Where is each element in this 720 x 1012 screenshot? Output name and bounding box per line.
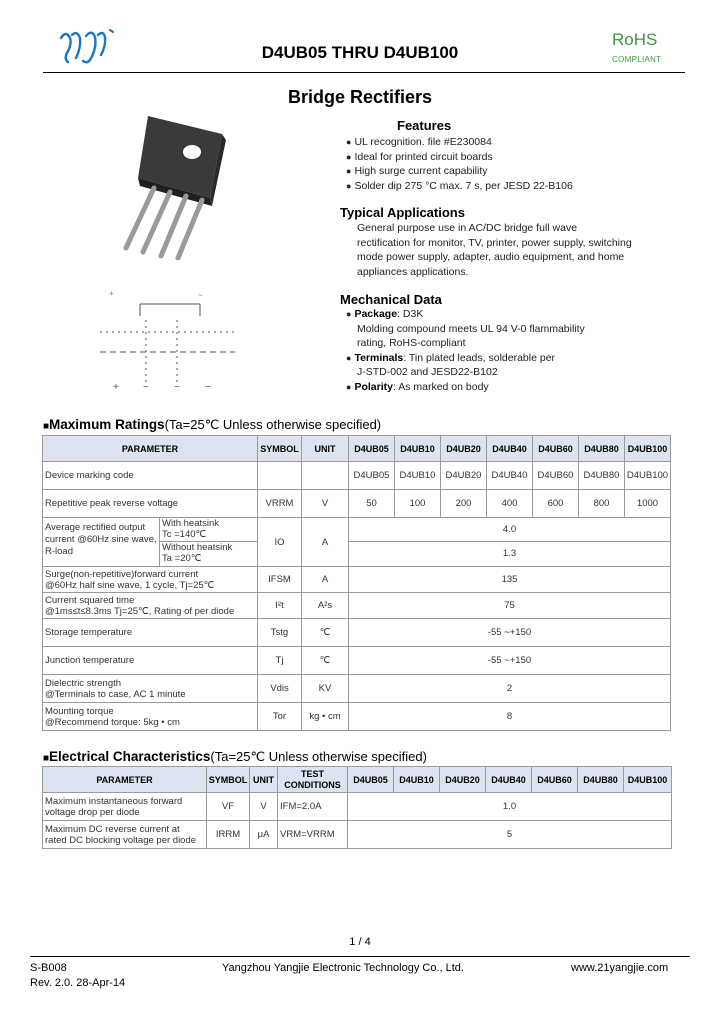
table-header-row: PARAMETER SYMBOL UNIT D4UB05 D4UB10 D4UB20 D4UB40 D4UB60 D4UB80 D4UB100: [43, 436, 671, 462]
mechanical-list: ● Package: D3K Molding compound meets UL 94 V-0 flammability rating, RoHS-compliant ● Terminals: Tin plated leads, solderable per J-STD-002 and JESD22-B102 ● Polarity: As marked on body: [346, 308, 585, 393]
pin-label-positive: +: [113, 382, 119, 393]
table-row: Dielectric strength @Terminals to case, AC 1 minute Vdis KV 2: [43, 675, 671, 703]
features-heading: Features: [397, 118, 452, 133]
applications-heading: Typical Applications: [340, 205, 465, 220]
feature-item: ● High surge current capability: [346, 165, 488, 177]
feature-item: ● Ideal for printed circuit boards: [346, 150, 493, 163]
feature-item: ● UL recognition. file #E230084: [346, 136, 492, 148]
features-list: [346, 135, 573, 193]
table-row: Maximum DC reverse current at rated DC blocking voltage per diode IRRM μA VRM=VRRM 5: [43, 821, 672, 849]
pin-label-ac1: ~: [143, 382, 149, 393]
svg-text:+: +: [109, 290, 114, 298]
table-row: Current squared time @1ms≤t≤8.3ms Tj=25℃, Rating of per diode I²t A²s 75: [43, 593, 671, 619]
package-illustration: [100, 110, 230, 260]
max-ratings-table: [42, 435, 671, 731]
rohs-compliant-label: COMPLIANT: [612, 55, 662, 64]
page-subtitle: Bridge Rectifiers: [287, 87, 433, 107]
document-title: D4UB05 THRU D4UB100: [261, 43, 459, 62]
company-name: Yangzhou Yangjie Electronic Technology Co., Ltd.: [222, 962, 464, 974]
rohs-label: RoHS: [612, 30, 658, 49]
svg-text:~: ~: [198, 291, 203, 300]
header-divider: [43, 72, 685, 73]
doc-id: S-B008: [30, 962, 67, 974]
mechanical-heading: Mechanical Data: [340, 292, 442, 307]
table-row: Average rectified output current @60Hz sine wave, R-load With heatsink Tc =140℃ Without heatsink Ta =20℃ IO A 4.0 1.3: [43, 518, 671, 567]
pin-label-negative: −: [205, 382, 211, 393]
website-link[interactable]: www.21yangjie.com: [571, 962, 669, 974]
revision: Rev. 2.0. 28-Apr-14: [30, 977, 126, 989]
table-row: Repetitive peak reverse voltage VRRM V 50 100 200 400 600 800 1000: [43, 490, 671, 518]
pin-label-ac2: ~: [174, 382, 180, 393]
table-row: Device marking code D4UB05 D4UB10 D4UB20 D4UB40 D4UB60 D4UB80 D4UB100: [43, 462, 671, 490]
applications-text: General purpose use in AC/DC bridge full wave rectification for monitor, TV, printer, power supply, switching mode power supply, adapter, audio equipment, and home appliances applications.: [357, 222, 632, 278]
feature-item: ● Solder dip 275 °C max. 7 s, per JESD 22-B106: [346, 179, 573, 192]
electrical-table: [42, 766, 672, 849]
table-header-row: PARAMETER SYMBOL UNIT TEST CONDITIONS D4UB05 D4UB10 D4UB20 D4UB40 D4UB60 D4UB80 D4UB100: [43, 767, 672, 793]
footer-divider: [30, 956, 690, 957]
table-row: Surge(non-repetitive)forward current @60Hz half sine wave, 1 cycle, Tj=25℃ IFSM A 135: [43, 567, 671, 593]
page-number: 1 / 4: [349, 936, 371, 948]
table-row: Maximum instantaneous forward voltage drop per diode VF V IFM=2.0A 1.0: [43, 793, 672, 821]
table-row: Storage temperature Tstg ℃ -55 ~+150: [43, 619, 671, 647]
pinout-diagram: [100, 290, 240, 402]
table-row: Mounting torque @Recommend torque: 5kg • cm Tor kg • cm 8: [43, 703, 671, 731]
max-ratings-title: ■Maximum Ratings(Ta=25℃ Unless otherwise specified): [43, 417, 382, 432]
table-row: Junction temperature Tj ℃ -55 ~+150: [43, 647, 671, 675]
electrical-title: ■Electrical Characteristics(Ta=25℃ Unless otherwise specified): [43, 749, 427, 764]
